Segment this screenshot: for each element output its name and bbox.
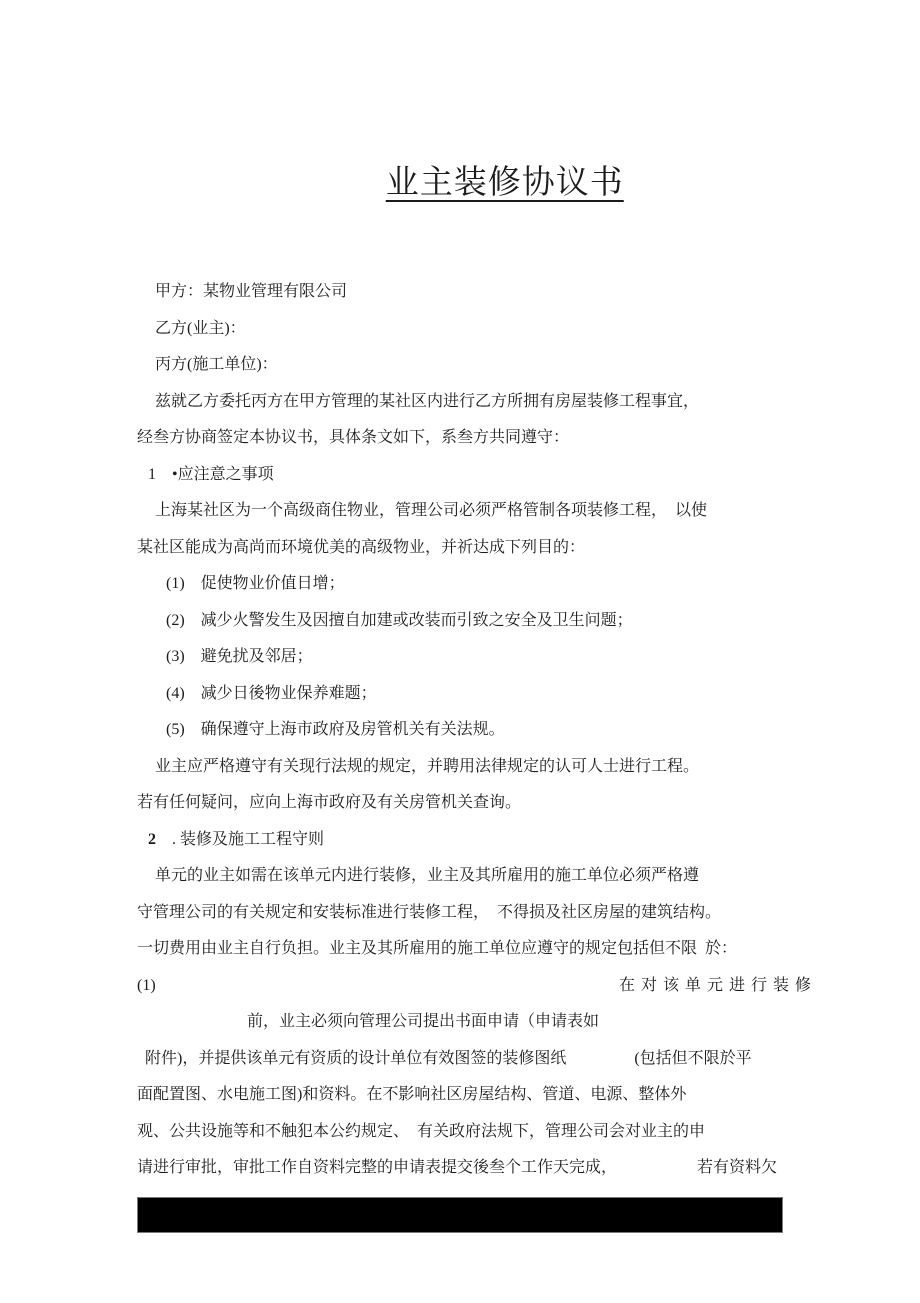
document-title-text: 业主装修协议书 xyxy=(385,165,624,201)
clause-1-line xyxy=(137,968,817,1005)
paragraph-line: 上海某社区为一个高级商住物业，管理公司必须严格管制各项装修工程， 以使 xyxy=(155,502,708,519)
paragraph-line: 某社区能成为高尚而环境优美的高级物业，并祈达成下列目的： xyxy=(137,538,586,556)
paragraph-line: 附件)，并提供该单元有资质的设计单位有效图签的装修图纸 (包括但不限於平 xyxy=(145,1049,752,1067)
section-2-number: 2 xyxy=(148,830,156,848)
clause-1-number: (1) xyxy=(137,976,156,994)
list-item-1: (1) 促使物业价值日增； xyxy=(166,575,345,592)
list-item-4: (4) 减少日後物业保养难题； xyxy=(166,684,377,702)
paragraph-line: 若有任何疑问，应向上海市政府及有关房管机关查询。 xyxy=(137,794,522,811)
paragraph-line: 面配置图、水电施工图)和资料。在不影响社区房屋结构、管道、电源、整体外 xyxy=(137,1086,687,1103)
redaction-bar xyxy=(137,1197,783,1233)
list-item-3: (3) 避免扰及邻居； xyxy=(166,648,313,665)
section-2-title: . 装修及施工工程守则 xyxy=(156,830,325,848)
document-content xyxy=(137,0,817,1303)
document-body xyxy=(137,274,817,1187)
paragraph-line: 一切费用由业主自行负担。业主及其所雇用的施工单位应遵守的规定包括但不限 於： xyxy=(137,940,738,957)
section-2-heading xyxy=(137,822,817,859)
list-item-2: (2) 减少火警发生及因擅自加建或改装而引致之安全及卫生问题； xyxy=(166,611,633,629)
list-item-5: (5) 确保遵守上海市政府及房管机关有关法规。 xyxy=(166,721,505,738)
paragraph-line: 单元的业主如需在该单元内进行装修，业主及其所雇用的施工单位必须严格遵 xyxy=(155,867,700,884)
paragraph-line: 守管理公司的有关规定和安装标准进行装修工程， 不得损及社区房屋的建筑结构。 xyxy=(137,903,722,921)
paragraph-line: 业主应严格遵守有关现行法规的规定，并聘用法律规定的认可人士进行工程。 xyxy=(155,757,700,775)
section-1-heading: 1 •应注意之事项 xyxy=(148,465,274,483)
paragraph-line: 请进行审批，审批工作自资料完整的申请表提交後叁个工作天完成， 若有资料欠 xyxy=(137,1159,778,1176)
party-line-jiafang: 甲方：某物业管理有限公司 xyxy=(155,283,348,300)
party-line-yifang: 乙方(业主)： xyxy=(155,319,246,337)
party-line-bingfang: 丙方(施工单位)： xyxy=(155,356,278,373)
paragraph-line: 前，业主必须向管理公司提出书面申请（申请表如 xyxy=(247,1013,600,1030)
intro-line: 兹就乙方委托丙方在甲方管理的某社区内进行乙方所拥有房屋装修工程事宜， xyxy=(155,392,700,410)
paragraph-line: 观、公共设施等和不触犯本公约规定、 有关政府法规下，管理公司会对业主的申 xyxy=(137,1122,706,1140)
intro-line: 经叁方协商签定本协议书，具体条文如下，系叁方共同遵守： xyxy=(137,429,570,446)
document-title xyxy=(137,119,817,240)
clause-1-text: 在对该单元进行装修 xyxy=(618,976,817,994)
